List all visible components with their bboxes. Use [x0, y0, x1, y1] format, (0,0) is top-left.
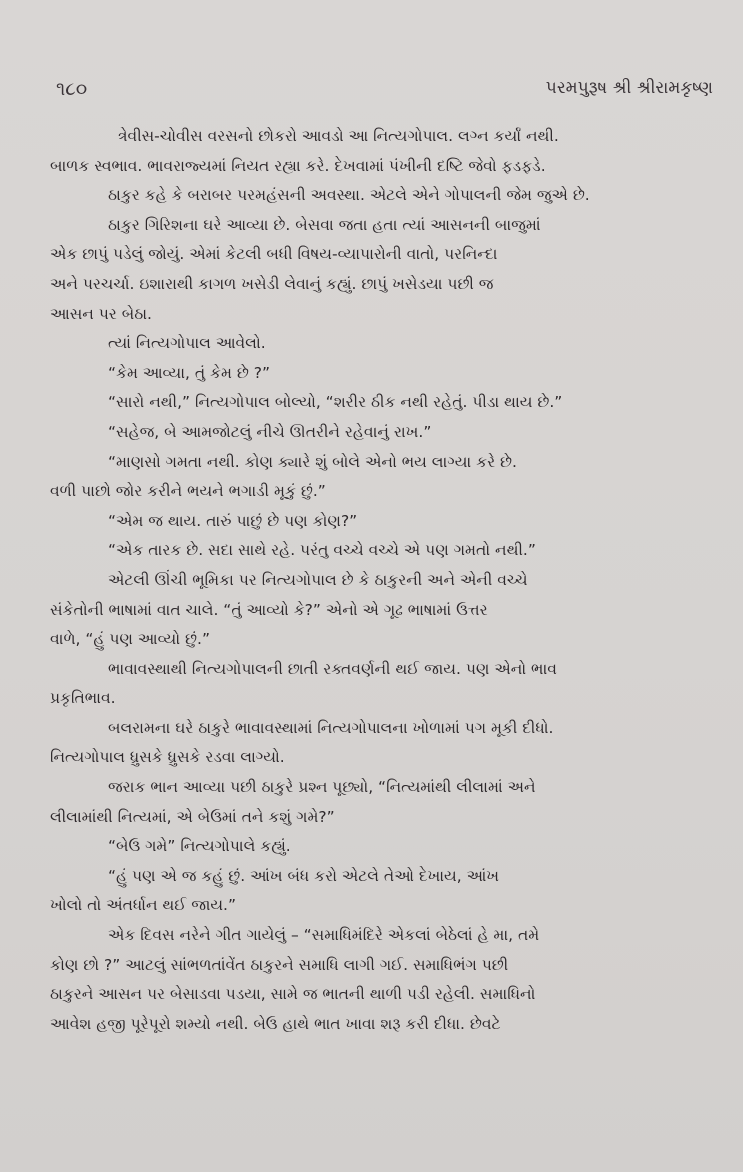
text-line: “બેઉ ગમે” નિત્યગોપાલે કહ્યું.: [108, 837, 291, 856]
text-line: ત્રેવીસ-ચોવીસ વરસનો છોકરો આવડો આ નિત્યગોપાલ. લગ્ન કર્યાં નથી.: [118, 127, 559, 145]
text-line: સંકેતોની ભાષામાં વાત ચાલે. “તું આવ્યો કે?” એનો એ ગૂઢ ભાષામાં ઉત્તર: [50, 600, 488, 619]
text-line: અને પરચર્ચા. ઇશારાથી કાગળ ખસેડી લેવાનું કહ્યું. છાપું ખસેડયા પછી જ: [50, 274, 494, 293]
body-text: [50, 122, 700, 1039]
text-line: એટલી ઊંચી ભૂમિકા પર નિત્યગોપાલ છે કે ઠાકુરની અને એની વચ્ચે: [108, 570, 528, 589]
text-line: લીલામાંથી નિત્યમાં, એ બેઉમાં તને કશું ગમે?”: [50, 807, 335, 826]
text-line: “કેમ આવ્યા, તું કેમ છે ?”: [108, 363, 271, 382]
text-line: ઠાકુર કહે કે બરાબર પરમહંસની અવસ્થા. એટલે એને ગોપાલની જેમ જુએ છે.: [108, 186, 590, 205]
text-line: આવેશ હજી પૂરેપૂરો શમ્યો નથી. બેઉ હાથે ભાત ખાવા શરૂ કરી દીધા. છેવટે: [50, 1014, 501, 1033]
text-line: કોણ છો ?” આટલું સાંભળતાંવેંત ઠાકુરને સમાધિ લાગી ગઈ. સમાધિભંગ પછી: [50, 955, 509, 974]
text-line: પ્રકૃતિભાવ.: [50, 689, 116, 708]
text-line: બાળક સ્વભાવ. ભાવરાજ્યમાં નિયત રહ્યા કરે. દેખવામાં પંખીની દષ્ટિ જેવો ફડફડે.: [50, 156, 546, 175]
text-line: નિત્યગોપાલ ધ્રુસકે ધ્રુસકે રડવા લાગ્યો.: [50, 748, 285, 767]
text-line: આસન પર બેઠા.: [50, 304, 152, 323]
text-line: “સહેજ, બે આમજોટલું નીચે ઊતરીને રહેવાનું રાખ.”: [108, 422, 432, 441]
text-line: બલરામના ઘરે ઠાકુરે ભાવાવસ્થામાં નિત્યગોપાલના ખોળામાં પગ મૂકી દીધો.: [108, 718, 554, 737]
text-line: વાળે, “હું પણ આવ્યો છું.”: [50, 630, 210, 649]
running-title: પરમપુરૂષ શ્રી શ્રીરામકૃષ્ણ: [545, 78, 713, 98]
text-line: એક છાપું પડેલું જોયું. એમાં કેટલી બધી વિષય-વ્યાપારોની વાતો, પરનિન્દા: [50, 245, 498, 264]
text-line: ત્યાં નિત્યગોપાલ આવેલો.: [108, 334, 266, 353]
text-line: જરાક ભાન આવ્યા પછી ઠાકુરે પ્રશ્ન પૂછ્યો, “નિત્યમાંથી લીલામાં અને: [108, 778, 536, 797]
text-line: “એક તારક છે. સદા સાથે રહે. પરંતુ વચ્ચે વચ્ચે એ પણ ગમતો નથી.”: [108, 541, 536, 560]
text-line: વળી પાછો જોર કરીને ભયને ભગાડી મૂકું છું.”: [50, 482, 326, 501]
text-line: “એમ જ થાય. તારું પાછું છે પણ કોણ?”: [108, 511, 358, 530]
text-line: “સારો નથી,” નિત્યગોપાલ બોલ્યો, “શરીર ઠીક નથી રહેતું. પીડા થાય છે.”: [108, 393, 563, 412]
text-line: “માણસો ગમતા નથી. કોણ ક્યારે શું બોલે એનો ભય લાગ્યા કરે છે.: [108, 452, 517, 471]
page-header: [0, 78, 743, 104]
text-line: ઠાકુરને આસન પર બેસાડવા પડયા, સામે જ ભાતની થાળી પડી રહેલી. સમાધિનો: [50, 985, 536, 1004]
page-number: ૧૮૦: [56, 78, 88, 100]
text-line: “હું પણ એ જ કહું છું. આંખ બંધ કરો એટલે તેઓ દેખાય, આંખ: [108, 866, 500, 885]
text-line: ઠાકુર ગિરિશના ઘરે આવ્યા છે. બેસવા જતા હતા ત્યાં આસનની બાજુમાં: [108, 215, 541, 234]
text-line: ખોલો તો અંતર્ધાન થઈ જાય.”: [50, 896, 237, 915]
text-line: એક દિવસ નરેને ગીત ગાયેલું – “સમાધિમંદિરે એકલાં બેઠેલાં હે મા, તમે: [108, 926, 540, 945]
text-line: ભાવાવસ્થાથી નિત્યગોપાલની છાતી રક્તવર્ણની થઈ જાય. પણ એનો ભાવ: [108, 659, 557, 678]
